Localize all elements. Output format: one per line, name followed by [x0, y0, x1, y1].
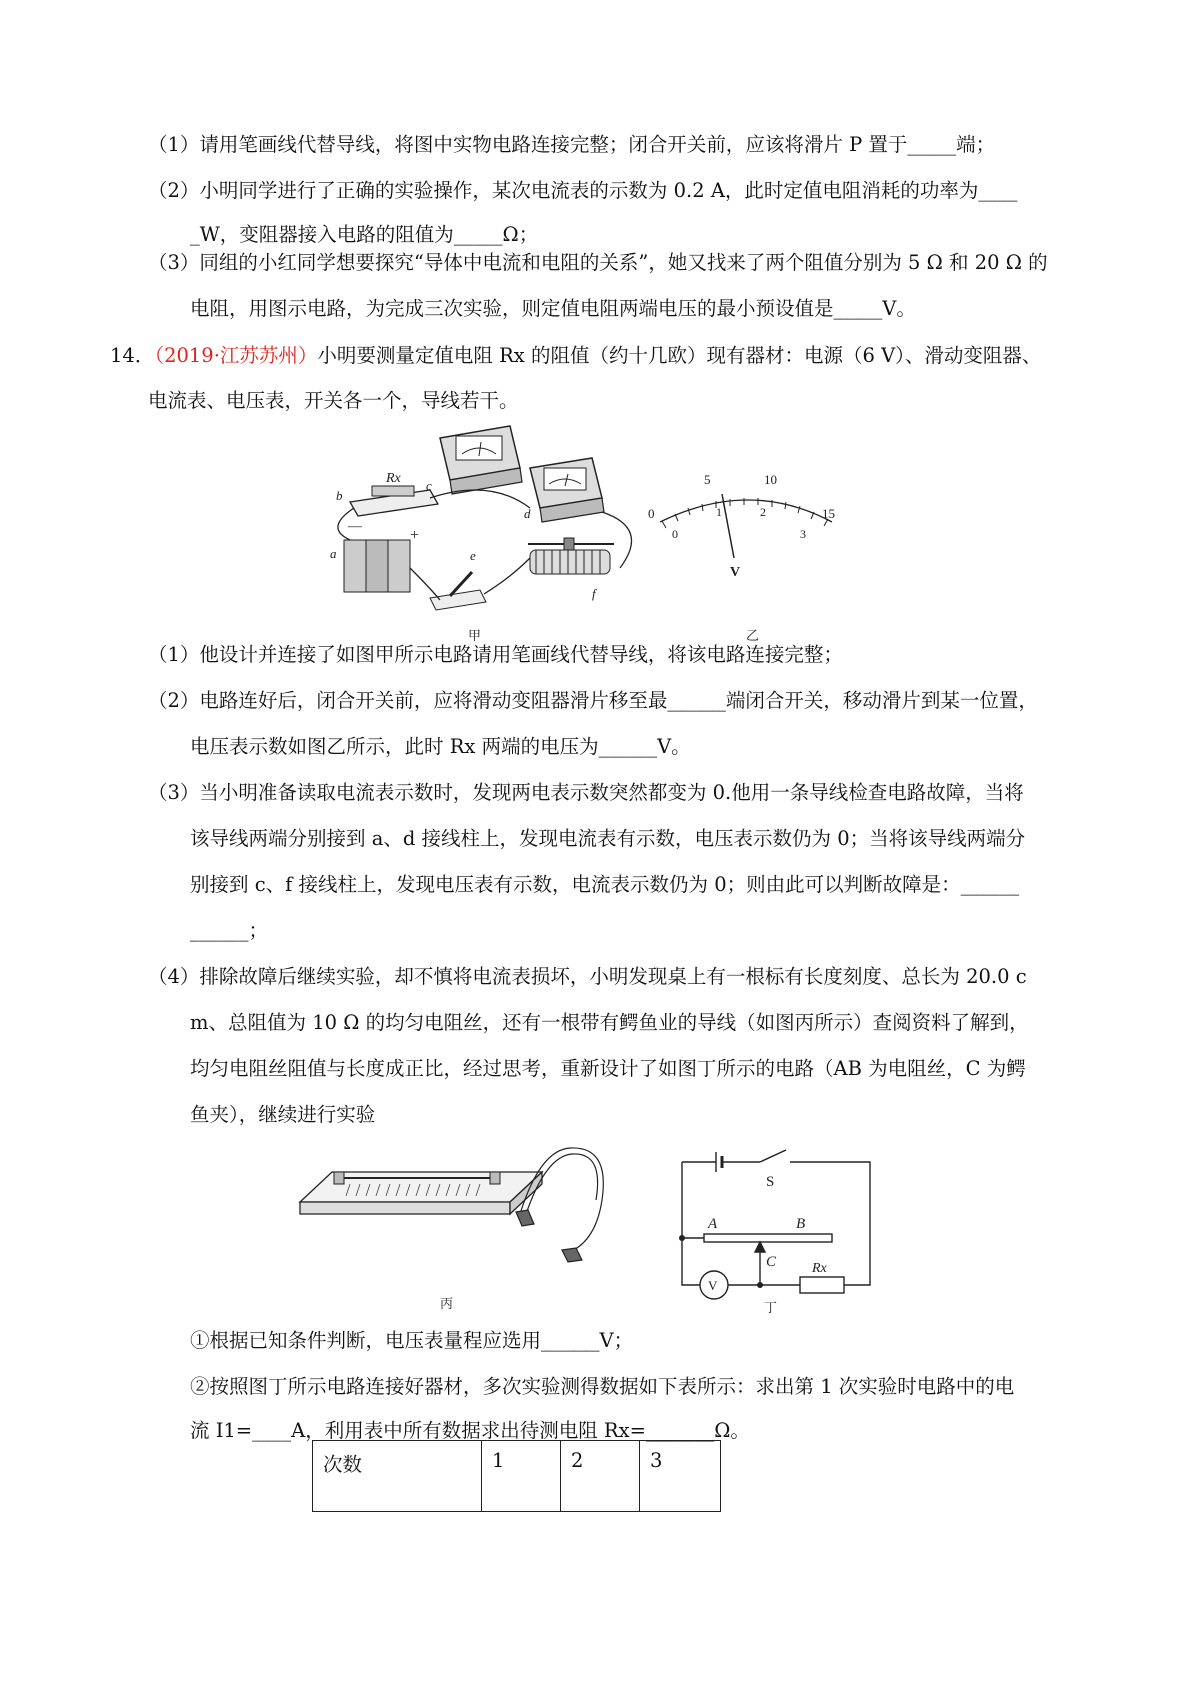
sub3-line3: 别接到 c、f 接线柱上，发现电压表有示数，电流表示数仍为 0；则由此可以判断故障是：______: [190, 873, 1020, 896]
scale-top-10: 10: [764, 472, 777, 487]
label-s: S: [766, 1174, 775, 1190]
prev-q2-line2: _W，变阻器接入电路的阻值为_____Ω；: [190, 223, 539, 246]
voltmeter-dial: [648, 472, 835, 580]
label-C: C: [766, 1254, 777, 1270]
sub4-line3: 均匀电阻丝阻值与长度成正比，经过思考，重新设计了如图丁所示的电路（AB 为电阻丝，C 为鳄: [190, 1057, 1026, 1080]
ammeter-device: [530, 458, 604, 522]
label-V: V: [708, 1278, 718, 1293]
figure-jia-yi: [330, 418, 890, 654]
battery: [330, 519, 419, 592]
table-header-cell: 3: [640, 1441, 721, 1512]
q14-stem: 小明要测量定值电阻 Rx 的阻值（约十几欧）现有器材：电源（6 V）、滑动变阻器、: [317, 344, 1042, 367]
sub4-line1: （4）排除故障后继续实验，却不慎将电流表损坏，小明发现桌上有一根标有长度刻度、总长为 20.0 c: [148, 965, 1027, 988]
sub1: （1）他设计并连接了如图甲所示电路请用笔画线代替导线，将该电路连接完整；: [148, 643, 843, 666]
caption-bing: 丙: [440, 1296, 454, 1311]
scale-top-0: 0: [648, 506, 655, 521]
table-header-cell: 次数: [313, 1441, 482, 1512]
figure-bing-ding: [290, 1140, 950, 1320]
q14-stem-line1: [110, 343, 1041, 369]
scale-bottom-3: 3: [800, 527, 806, 541]
label-d: d: [524, 506, 531, 521]
sub2-line1: （2）电路连好后，闭合开关前，应将滑动变阻器滑片移至最______端闭合开关，移动滑片到某一位置，: [148, 689, 1038, 712]
sub2-line2: 电压表示数如图乙所示，此时 Rx 两端的电压为______V。: [190, 735, 691, 758]
sub4-line2: m、总阻值为 10 Ω 的均匀电阻丝，还有一根带有鳄鱼业的导线（如图丙所示）查阅资料了解到，: [190, 1011, 1029, 1034]
q14-stem-line2: 电流表、电压表，开关各一个，导线若干。: [148, 389, 519, 412]
crocodile-clip-wire: [516, 1148, 603, 1262]
label-a: a: [330, 546, 337, 561]
label-Rx-ding: Rx: [812, 1261, 827, 1276]
q14-number: 14．: [110, 344, 155, 367]
prev-q3-line2: 电阻，用图示电路，为完成三次实验，则定值电阻两端电压的最小预设值是_____V。: [190, 297, 916, 320]
junction-dot-2: [757, 1282, 763, 1288]
caption-ding: 丁: [764, 1300, 778, 1315]
voltmeter-device: [440, 426, 522, 494]
junction-dot-1: [679, 1235, 685, 1241]
prev-q1: （1）请用笔画线代替导线，将图中实物电路连接完整；闭合开关前，应该将滑片 P 置于_____端；: [148, 133, 996, 156]
sub3-line1: （3）当小明准备读取电流表示数时，发现两电表示数突然都变为 0.他用一条导线检查电路故障，当将: [148, 781, 1024, 804]
caption-jia: 甲: [468, 628, 482, 643]
prev-q2-line1: （2）小明同学进行了正确的实验操作，某次电流表的示数为 0.2 A，此时定值电阻消耗的功率为____: [148, 179, 1018, 202]
q14-source: （2019·江苏苏州）: [154, 344, 318, 367]
label-e: e: [470, 548, 476, 563]
label-c: c: [426, 478, 432, 493]
data-table: [312, 1440, 721, 1512]
part2-line1: ②按照图丁所示电路连接好器材，多次实验测得数据如下表所示：求出第 1 次实验时电路中的电: [190, 1375, 1015, 1398]
scale-bottom-1: 1: [716, 505, 722, 519]
label-b: b: [336, 488, 343, 503]
label-plus: +: [410, 527, 420, 544]
label-minus: —: [348, 519, 362, 534]
sub3-line2: 该导线两端分别接到 a、d 接线柱上，发现电流表有示数，电压表示数仍为 0；当将该导线两端分: [190, 827, 1026, 850]
scale-bottom-2: 2: [760, 505, 766, 519]
label-rx: Rx: [386, 471, 401, 486]
meter-unit-v: V: [730, 565, 741, 580]
rheostat-device: [528, 538, 614, 601]
scale-top-5: 5: [704, 472, 711, 487]
caption-yi: 乙: [746, 628, 760, 643]
table-header-cell: 1: [482, 1441, 561, 1512]
switch-device: [430, 572, 486, 610]
label-A: A: [708, 1216, 718, 1232]
scale-bottom-0: 0: [672, 527, 678, 541]
table-row: [313, 1441, 721, 1512]
label-f: f: [592, 586, 596, 601]
sub4-line4: 鱼夹），继续进行实验: [190, 1103, 376, 1126]
prev-q3-line1: （3）同组的小红同学想要探究“导体中电流和电阻的关系”，她又找来了两个阻值分别为 5 Ω 和 20 Ω 的: [148, 251, 1048, 274]
table-header-cell: 2: [561, 1441, 640, 1512]
resistance-wire-board: [300, 1172, 542, 1214]
part2-line2: 流 I1=____A，利用表中所有数据求出待测电阻 Rx=_______Ω。: [190, 1419, 750, 1442]
sub3-line4: ______；: [190, 919, 269, 942]
scale-top-15: 15: [822, 506, 835, 521]
label-B: B: [796, 1216, 806, 1232]
part1: ①根据已知条件判断，电压表量程应选用______V；: [190, 1329, 634, 1352]
